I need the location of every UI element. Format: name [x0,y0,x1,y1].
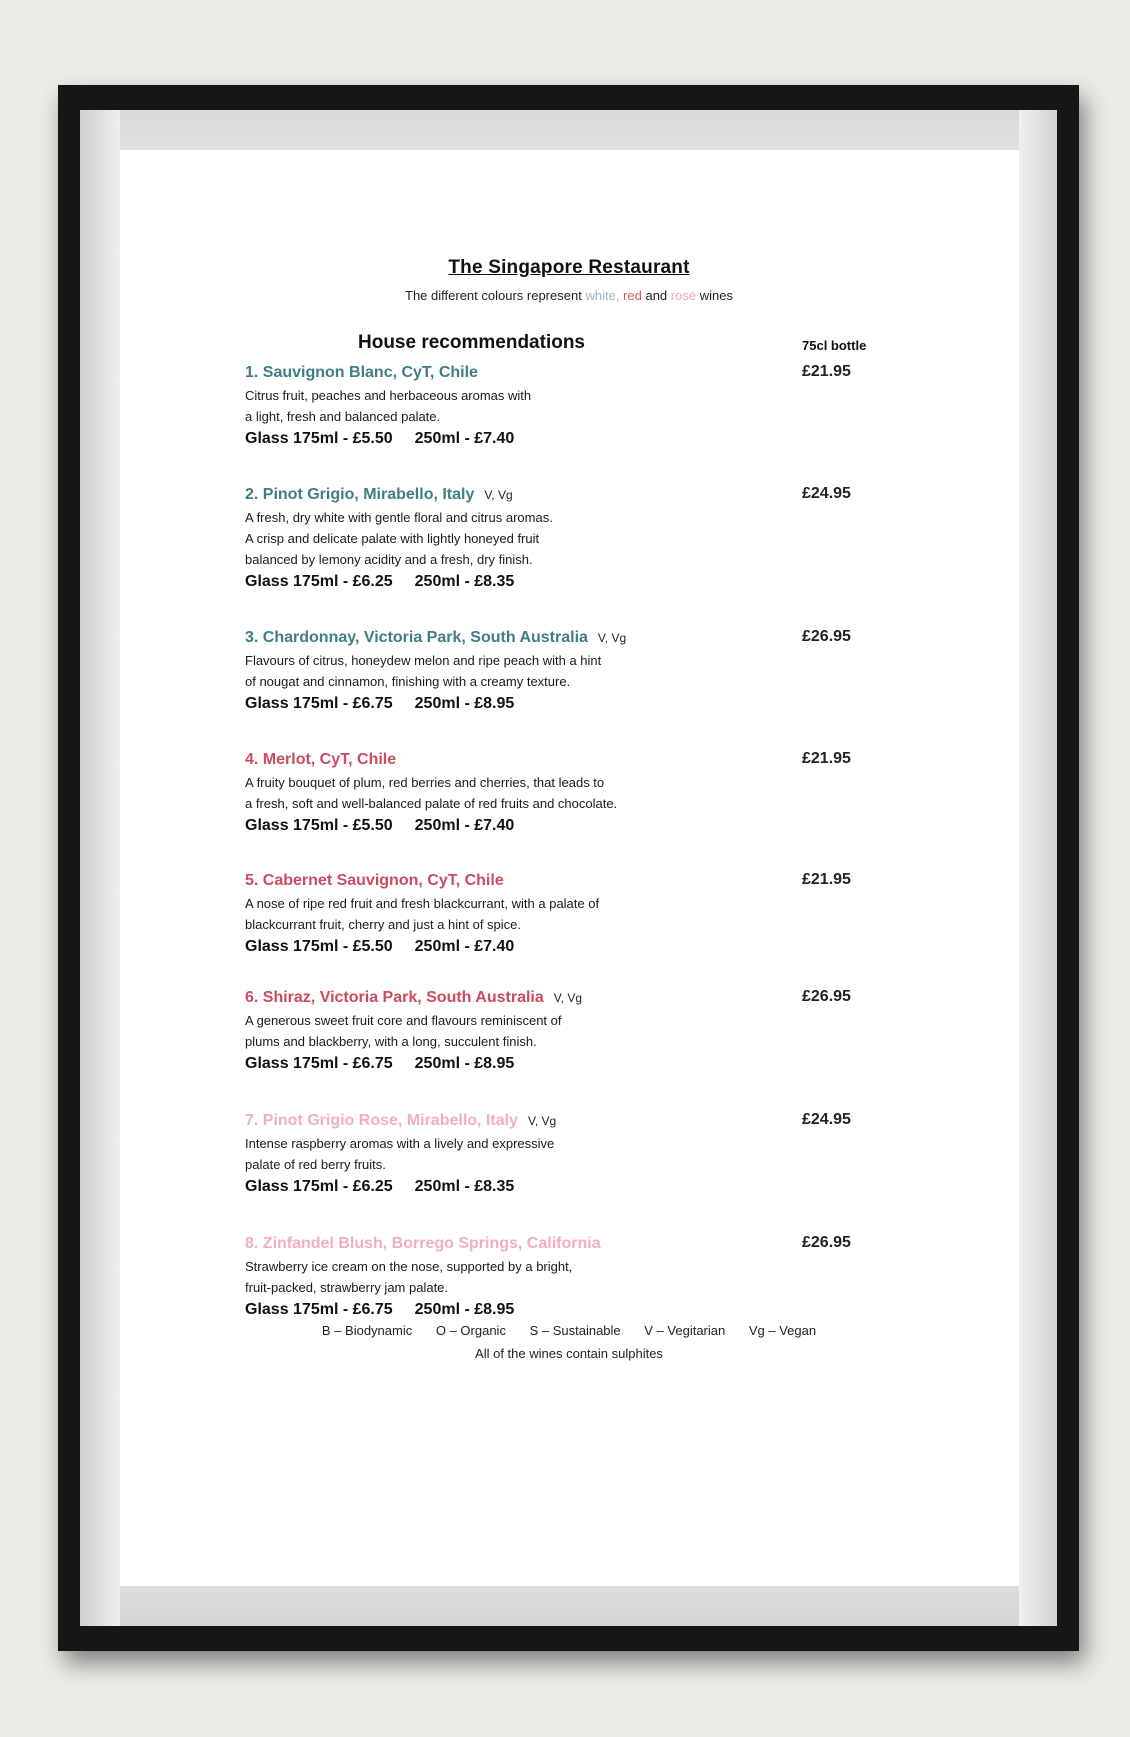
wine-name: 8. Zinfandel Blush, Borrego Springs, California [245,1235,601,1252]
legend-sustainable: S – Sustainable [529,1323,621,1338]
legend-vegan: Vg – Vegan [748,1323,817,1338]
subtitle-and: and [645,288,668,303]
wine-description: A fresh, dry white with gentle floral and citrus aromas. A crisp and delicate palate with lightly honeyed fruit balanced by lemony acidity and a fresh, dry finish. [245,510,553,567]
glass-prices: Glass 175ml - £6.75 250ml - £8.95 [245,695,515,712]
bottle-price: £21.95 [802,871,851,888]
bottle-price: £21.95 [802,750,851,767]
mat-left-bevel [80,110,120,1626]
glass-prices: Glass 175ml - £6.75 250ml - £8.95 [245,1055,515,1072]
wine-description: Strawberry ice cream on the nose, supported by a bright, fruit-packed, strawberry jam palate. [245,1259,573,1295]
wine-description: Intense raspberry aromas with a lively and expressive palate of red berry fruits. [245,1136,555,1172]
bottle-price: £26.95 [802,988,851,1005]
glass-prices: Glass 175ml - £6.75 250ml - £8.95 [245,1301,515,1318]
wine-name: 7. Pinot Grigio Rose, Mirabello, Italy V, Vg [245,1112,557,1129]
sulphites-note: All of the wines contain sulphites [475,1346,663,1361]
wine-name: 5. Cabernet Sauvignon, CyT, Chile [245,872,504,889]
glass-prices: Glass 175ml - £5.50 250ml - £7.40 [245,817,515,834]
picture-frame [58,85,1079,1651]
wine-menu [120,150,1018,1587]
wine-description: A nose of ripe red fruit and fresh blackcurrant, with a palate of blackcurrant fruit, cherry and just a hint of spice. [245,896,600,932]
menu-paper [120,150,1019,1586]
wine-name: 1. Sauvignon Blanc, CyT, Chile [245,364,478,381]
wine-description: Flavours of citrus, honeydew melon and ripe peach with a hint of nougat and cinnamon, finishing with a creamy texture. [245,653,602,689]
wine-description: A generous sweet fruit core and flavours reminiscent of plums and blackberry, with a long, succulent finish. [245,1013,562,1049]
wine-item [245,363,925,448]
wine-name: 2. Pinot Grigio, Mirabello, Italy V, Vg [245,486,513,503]
bottle-price: £21.95 [802,363,851,380]
wine-item [245,628,925,713]
legend-organic: O – Organic [435,1323,506,1338]
wine-description: A fruity bouquet of plum, red berries and cherries, that leads to a fresh, soft and well-balanced palate of red fruits and chocolate. [245,775,618,811]
restaurant-title: The Singapore Restaurant [448,257,690,278]
certification-legend [120,1323,1018,1338]
bottle-price: £26.95 [802,628,851,645]
glass-prices: Glass 175ml - £5.50 250ml - £7.40 [245,938,515,955]
wine-item [245,988,925,1073]
bottle-price: £26.95 [802,1234,851,1251]
wine-name: 6. Shiraz, Victoria Park, South Australia V, Vg [245,989,583,1006]
subtitle-rose: rosé [670,288,697,303]
subtitle-white: white, [585,288,620,303]
section-title: House recommendations [358,332,585,353]
wine-item [245,750,925,835]
glass-prices: Glass 175ml - £6.25 250ml - £8.35 [245,573,515,590]
wine-description: Citrus fruit, peaches and herbaceous aromas with a light, fresh and balanced palate. [245,388,532,424]
glass-prices: Glass 175ml - £6.25 250ml - £8.35 [245,1178,515,1195]
legend-vegetarian: V – Vegitarian [644,1323,726,1338]
wine-item [245,1234,925,1319]
colour-key-line [120,288,1018,303]
wine-item [245,1111,925,1196]
glass-prices: Glass 175ml - £5.50 250ml - £7.40 [245,430,515,447]
bottle-price: £24.95 [802,1111,851,1128]
subtitle-red: red [623,288,642,303]
frame-mat [80,110,1057,1626]
subtitle-suffix: wines [699,288,733,303]
legend-biodynamic: B – Biodynamic [321,1323,413,1338]
wine-item [245,871,925,956]
wine-name: 4. Merlot, CyT, Chile [245,751,397,768]
wine-name: 3. Chardonnay, Victoria Park, South Australia V, Vg [245,629,627,646]
bottle-price: £24.95 [802,485,851,502]
bottle-column-header: 75cl bottle [802,338,867,353]
wine-item [245,485,925,591]
subtitle-prefix: The different colours represent [405,288,582,303]
mat-right-bevel [1019,110,1057,1626]
